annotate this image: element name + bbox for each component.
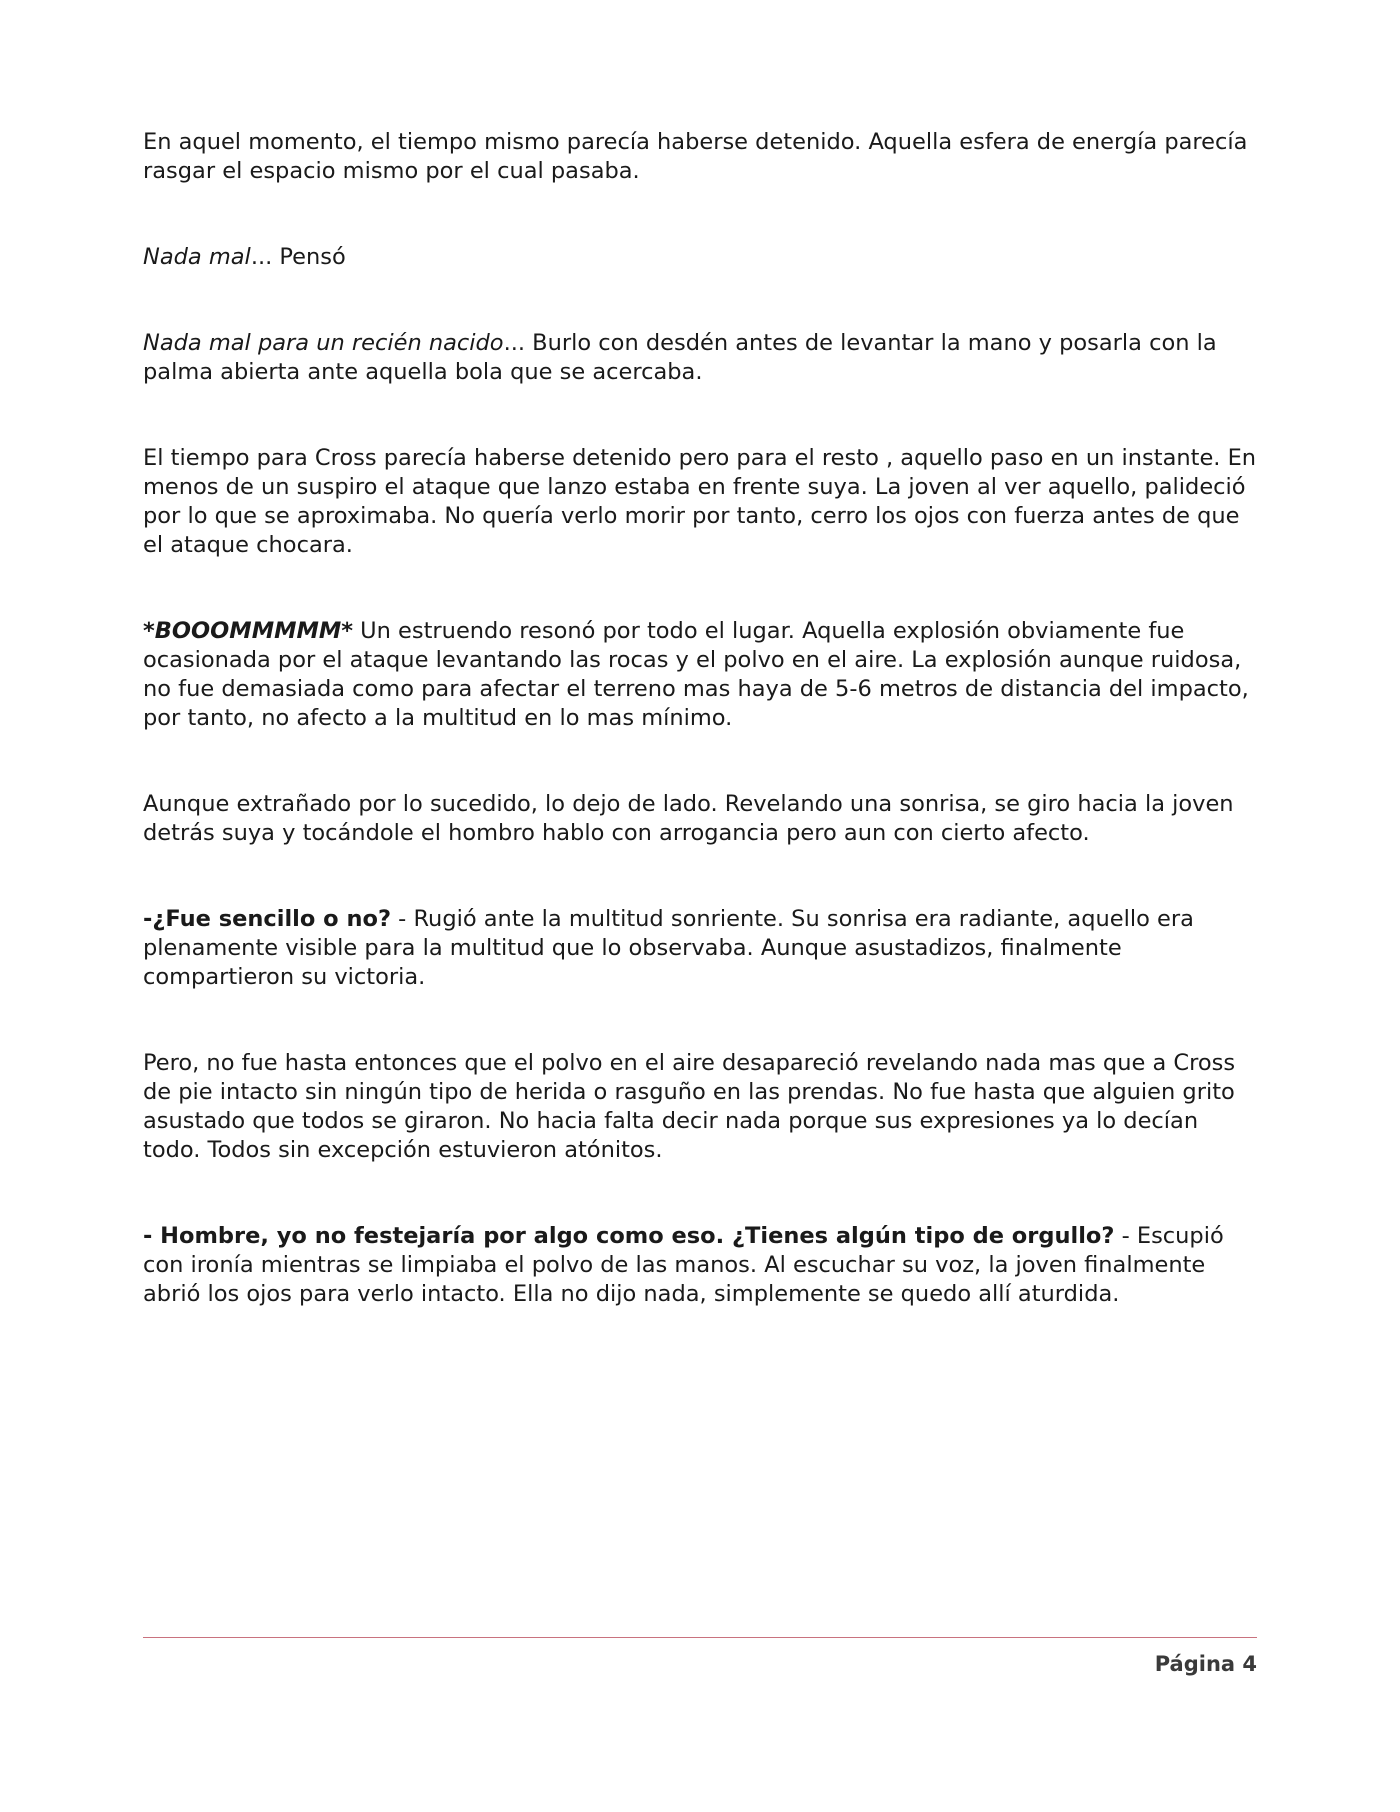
paragraph-2 xyxy=(143,243,1258,272)
sound-effect: *BOOOMMMMM* xyxy=(143,618,354,644)
dialogue-line: -¿Fue sencillo o no? xyxy=(143,906,392,932)
document-body xyxy=(143,128,1258,1366)
paragraph-text: - Rugió ante la multitud sonriente. Su sonrisa era radiante, aquello era plenamente visible para la multitud que lo observaba. Aunque asustadizos, finalmente compartieron su victoria. xyxy=(143,906,1194,990)
paragraph-6 xyxy=(143,790,1258,848)
paragraph-8 xyxy=(143,1049,1258,1165)
paragraph-5 xyxy=(143,617,1258,733)
italic-thought: Nada mal xyxy=(143,244,251,270)
paragraph-3 xyxy=(143,329,1258,387)
paragraph-text: Pero, no fue hasta entonces que el polvo en el aire desapareció revelando nada mas que a Cross de pie intacto sin ningún tipo de herida o rasguño en las prendas. No fue hasta que alguien grito asustado que todos se giraron. No hacia falta decir nada porque sus expresiones ya lo decían todo. Todos sin excepción estuvieron atónitos. xyxy=(143,1050,1236,1163)
paragraph-text: Un estruendo resonó por todo el lugar. Aquella explosión obviamente fue ocasionada por el ataque levantando las rocas y el polvo en el aire. La explosión aunque ruidosa, no fue demasiada como para afectar el terreno mas haya de 5-6 metros de distancia del impacto, por tanto, no afecto a la multitud en lo mas mínimo. xyxy=(143,618,1249,731)
footer-divider xyxy=(143,1637,1257,1638)
paragraph-text: El tiempo para Cross parecía haberse detenido pero para el resto , aquello paso en un instante. En menos de un suspiro el ataque que lanzo estaba en frente suya. La joven al ver aquello, palideció por lo que se aproximaba. No quería verlo morir por tanto, cerro los ojos con fuerza antes de que el ataque chocara. xyxy=(143,445,1257,558)
paragraph-text: ... Pensó xyxy=(250,244,346,270)
paragraph-text: - Escupió con ironía mientras se limpiaba el polvo de las manos. Al escuchar su voz, la joven finalmente abrió los ojos para verlo intacto. Ella no dijo nada, simplemente se quedo allí aturdida. xyxy=(143,1223,1224,1307)
paragraph-text: ... Burlo con desdén antes de levantar la mano y posarla con la palma abierta ante aquella bola que se acercaba. xyxy=(143,330,1217,385)
paragraph-text: Aunque extrañado por lo sucedido, lo dejo de lado. Revelando una sonrisa, se giro hacia la joven detrás suya y tocándole el hombro hablo con arrogancia pero aun con cierto afecto. xyxy=(143,791,1234,846)
paragraph-9 xyxy=(143,1222,1258,1309)
paragraph-4 xyxy=(143,444,1258,560)
dialogue-line: - Hombre, yo no festejaría por algo como eso. ¿Tienes algún tipo de orgullo? xyxy=(143,1223,1115,1249)
italic-thought: Nada mal para un recién nacido xyxy=(143,330,504,356)
paragraph-7 xyxy=(143,905,1258,992)
page-number: Página 4 xyxy=(1154,1652,1257,1676)
paragraph-text: En aquel momento, el tiempo mismo parecía haberse detenido. Aquella esfera de energía parecía rasgar el espacio mismo por el cual pasaba. xyxy=(143,129,1248,184)
paragraph-1 xyxy=(143,128,1258,186)
